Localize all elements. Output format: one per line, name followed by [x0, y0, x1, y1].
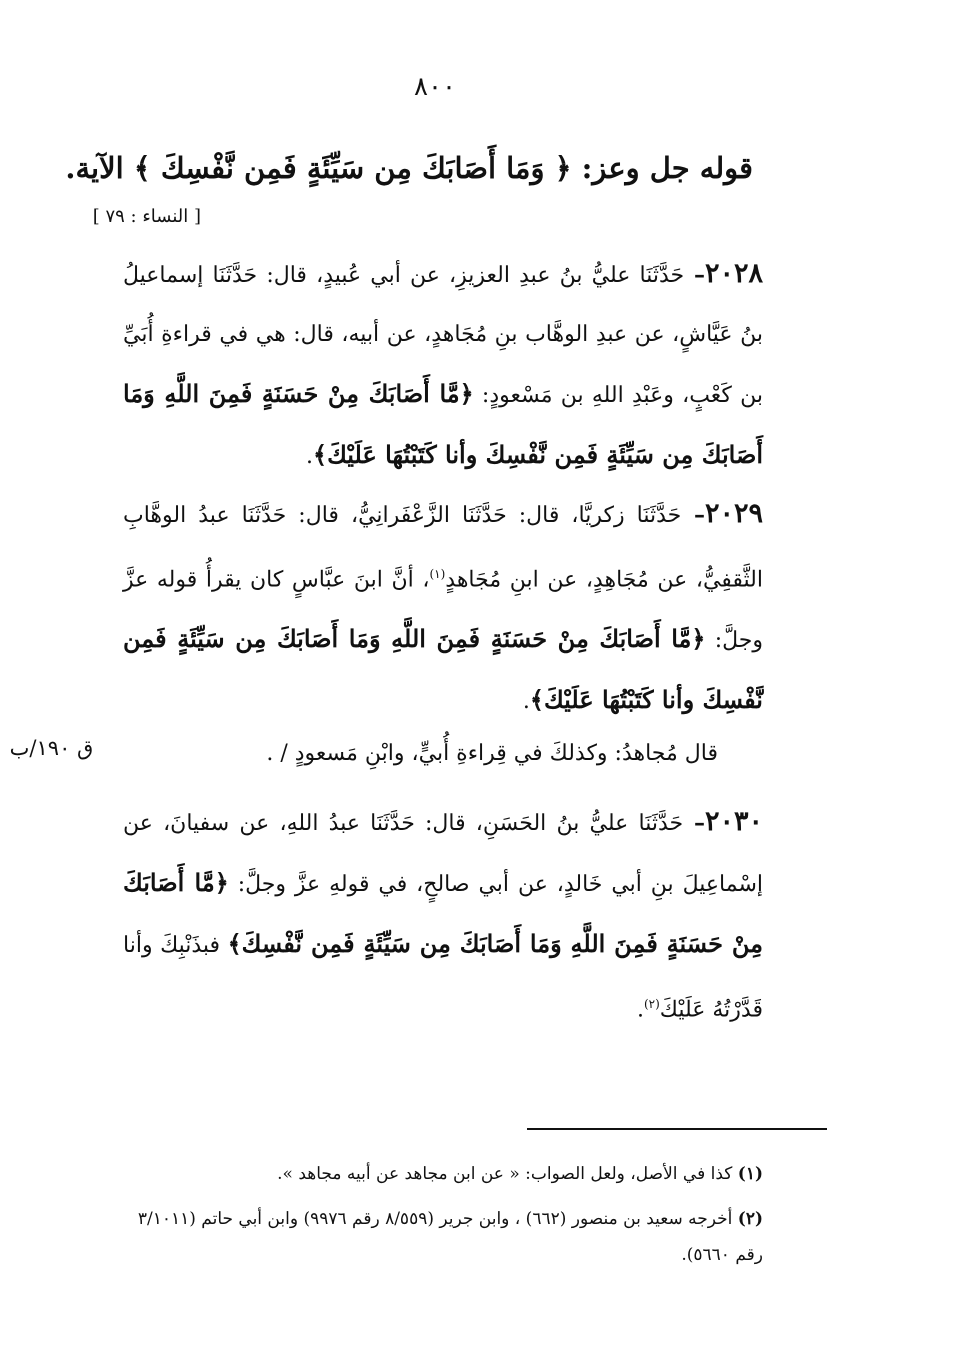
hadith-text: حَدَّثَنَا عليُّ بنُ الحَسَنِ، قال: حَدَّثَنَا عبدُ اللهِ، عن سفيانَ، عن إسْماعِيلَ بنِ أبي خَالدٍ، عن أبي صالحٍ، في قولهِ عزَّ وجلَّ: [123, 811, 763, 897]
sentence-end: . [522, 689, 530, 715]
quran-quote: ﴿مَّا أَصَابَكَ مِنْ حَسَنَةٍ فَمِنَ اللَّهِ وَمَا أَصَابَكَ مِن سَيِّئَةٍ فَمِن نَّفْسِكَ وأنا كَتَبْتُهَا عَلَيْكَ﴾ [123, 624, 763, 715]
hadith-text: حَدَّثَنَا زكريَّا، قال: حَدَّثَنَا الزَّعْفَرانِيُّ، قال: حَدَّثَنَا عبدُ الوهَّابِ الثَّقفِيُّ، عن مُجَاهِدٍ، عن ابنِ مُجَاهدٍ [123, 503, 764, 593]
quran-quote: ﴿مَّا أَصَابَكَ مِنْ حَسَنَةٍ فَمِنَ اللَّهِ وَمَا أَصَابَكَ مِن سَيِّئَةٍ فَمِن نَّفْسِكَ وأنا كَتَبْتُهَا عَلَيْكَ﴾ [123, 379, 763, 469]
footnote-ref-1[interactable]: (١) [429, 567, 446, 581]
sentence-end: . [306, 444, 313, 469]
mujahid-note [123, 724, 763, 783]
page-number: ٨٠٠ [414, 72, 456, 102]
hadith-2030: ٢٠٣٠– حَدَّثَنَا عليُّ بنُ الحَسَنِ، قال: حَدَّثَنَا عبدُ اللهِ، عن سفيانَ، عن إسْماعِيلَ بنِ أبي خَالدٍ، عن أبي صالحٍ، في قولهِ عزَّ وجلَّ: ﴿مَّا أَصَابَكَ مِنْ حَسَنَةٍ فَمِنَ اللَّهِ وَمَا أَصَابَكَ مِن سَيِّئَةٍ فَمِن نَّفْسِكَ﴾ فبذَنْبِكَ وأنا قَدَّرْتُهُ عَلَيْكَ$^{(٢)}$. [123, 806, 764, 1023]
footnote-mark: (١) [737, 1164, 763, 1184]
footnote-text: أخرجه سعيد بن منصور (٦٦٢) ، وابن جرير (٨/٥٥٩ رقم ٩٩٧٦) وابن أبي حاتم (٣/١٠١١ رقم ٥٦٦٠). [137, 1209, 763, 1265]
heading-tail: الآية. [65, 151, 124, 185]
mujahid-note-text: قال مُجاهدُ: وكذلكَ في قِراءةِ أُبيٍّ، وابْنِ مَسعودٍ / . [266, 741, 718, 766]
footnote-2 [113, 1201, 763, 1273]
hadith-text-cont: فبذَنْبِكَ وأنا قَدَّرْتُهُ عَلَيْكَ [123, 933, 763, 1023]
footnote-mark: (٢) [737, 1209, 763, 1229]
hadith-2029: ٢٠٢٩– حَدَّثَنَا زكريَّا، قال: حَدَّثَنَا الزَّعْفَرانِيُّ، قال: حَدَّثَنَا عبدُ الوهَّابِ الثَّقفِيُّ، عن مُجَاهِدٍ، عن ابنِ مُجَاهدٍ$^{(١)}$، أنَّ ابنَ عبَّاسٍ كان يقرأُ قوله عزَّ وجلَّ: ﴿مَّا أَصَابَكَ مِنْ حَسَنَةٍ فَمِنَ اللَّهِ وَمَا أَصَابَكَ مِن سَيِّئَةٍ فَمِن نَّفْسِكَ وأنا كَتَبْتُهَا عَلَيْكَ﴾. [123, 498, 764, 715]
footnote-text: كذا في الأصل، ولعل الصواب: « عن ابن مجاهد عن أبيه مجاهد ». [277, 1164, 733, 1184]
quran-quote: ﴿مَّا أَصَابَكَ مِنْ حَسَنَةٍ فَمِنَ اللَّهِ وَمَا أَصَابَكَ مِن سَيِّئَةٍ فَمِن نَّفْسِكَ﴾ [123, 868, 764, 958]
footnote-1 [113, 1156, 763, 1192]
hadith-text-cont: ، أنَّ ابنَ عبَّاسٍ كان يقرأُ قوله عزَّ وجلَّ: [123, 567, 764, 654]
hadith-text: حَدَّثَنَا عليُّ بنُ عبدِ العزيزِ، عن أبي عُبيدٍ، قال: حَدَّثَنَا إسماعيلُ بنُ عَيَّاشٍ، عن عبدِ الوهَّاب بنِ مُجَاهدٍ، عن أبيه، قال: هي في قراءةِ أُبَيِّ بن كَعْبٍ، وعَبْدِ اللهِ بن مَسْعودٍ: [123, 263, 763, 408]
section-heading [65, 146, 753, 190]
heading-intro: قوله جل وعز: [581, 151, 753, 185]
verse-reference: [ النساء : ٧٩ ] [92, 206, 201, 227]
sentence-end: . [636, 997, 644, 1023]
hadith-number: ٢٠٢٨ [704, 258, 763, 289]
hadith-number: ٢٠٢٩ [704, 498, 763, 529]
hadith-number: ٢٠٣٠ [704, 806, 763, 837]
heading-quran-quote: ﴿ وَمَا أَصَابَكَ مِن سَيِّئَةٍ فَمِن نَّفْسِكَ ﴾ [133, 151, 572, 185]
footnote-divider [527, 1128, 827, 1130]
manuscript-folio-note: ق ١٩٠/ب [9, 736, 94, 760]
footnote-ref-2[interactable]: (٢) [643, 997, 660, 1011]
hadith-2028: ٢٠٢٨– حَدَّثَنَا عليُّ بنُ عبدِ العزيزِ، عن أبي عُبيدٍ، قال: حَدَّثَنَا إسماعيلُ بنُ عَيَّاشٍ، عن عبدِ الوهَّاب بنِ مُجَاهدٍ، عن أبيه، قال: هي في قراءةِ أُبَيِّ بن كَعْبٍ، وعَبْدِ اللهِ بن مَسْعودٍ: ﴿مَّا أَصَابَكَ مِنْ حَسَنَةٍ فَمِنَ اللَّهِ وَمَا أَصَابَكَ مِن سَيِّئَةٍ فَمِن نَّفْسِكَ وأنا كَتَبْتُهَا عَلَيْكَ﴾. [123, 258, 763, 469]
